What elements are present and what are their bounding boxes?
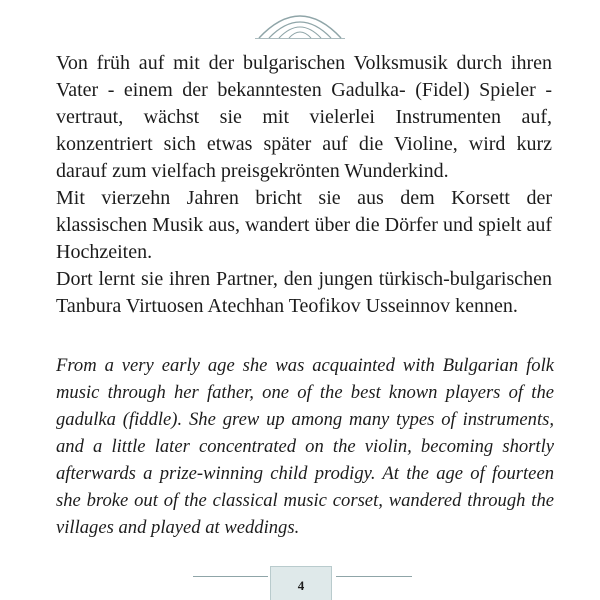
german-paragraph: Dort lernt sie ihren Partner, den jungen türkisch-bulgarischen Tanbura Virtuosen Atechhan Teofikov Usseinnov kennen. (56, 268, 552, 317)
german-text-block (56, 50, 552, 320)
german-paragraph: Von früh auf mit der bulgarischen Volksmusik durch ihren Vater - einem der bekanntesten Gadulka- (Fidel) Spieler - vertraut, wächst sie mit vielerlei Instrumenten auf, konzentriert sich etwas später auf die Violine, wird kurz darauf zum vielfach preisgekrönten Wunderkind. (56, 52, 552, 182)
page-number: 4 (297, 578, 305, 593)
footer-rule-right (336, 576, 412, 577)
footer-rule-left (193, 576, 268, 577)
english-paragraph: From a very early age she was acquainted with Bulgarian folk music through her father, one of the best known players of the gadulka (fiddle). She grew up among many types of instruments, and a little later concentrated on the violin, becoming shortly afterwards a prize-winning child prodigy. At the age of fourteen she broke out of the classical music corset, wandered through the villages and played at weddings. (56, 355, 554, 538)
page-number-box (270, 566, 332, 600)
arch-ornament-icon (255, 0, 345, 40)
german-paragraph: Mit vierzehn Jahren bricht sie aus dem Korsett der klassischen Musik aus, wandert über die Dörfer und spielt auf Hochzeiten. (56, 187, 552, 263)
